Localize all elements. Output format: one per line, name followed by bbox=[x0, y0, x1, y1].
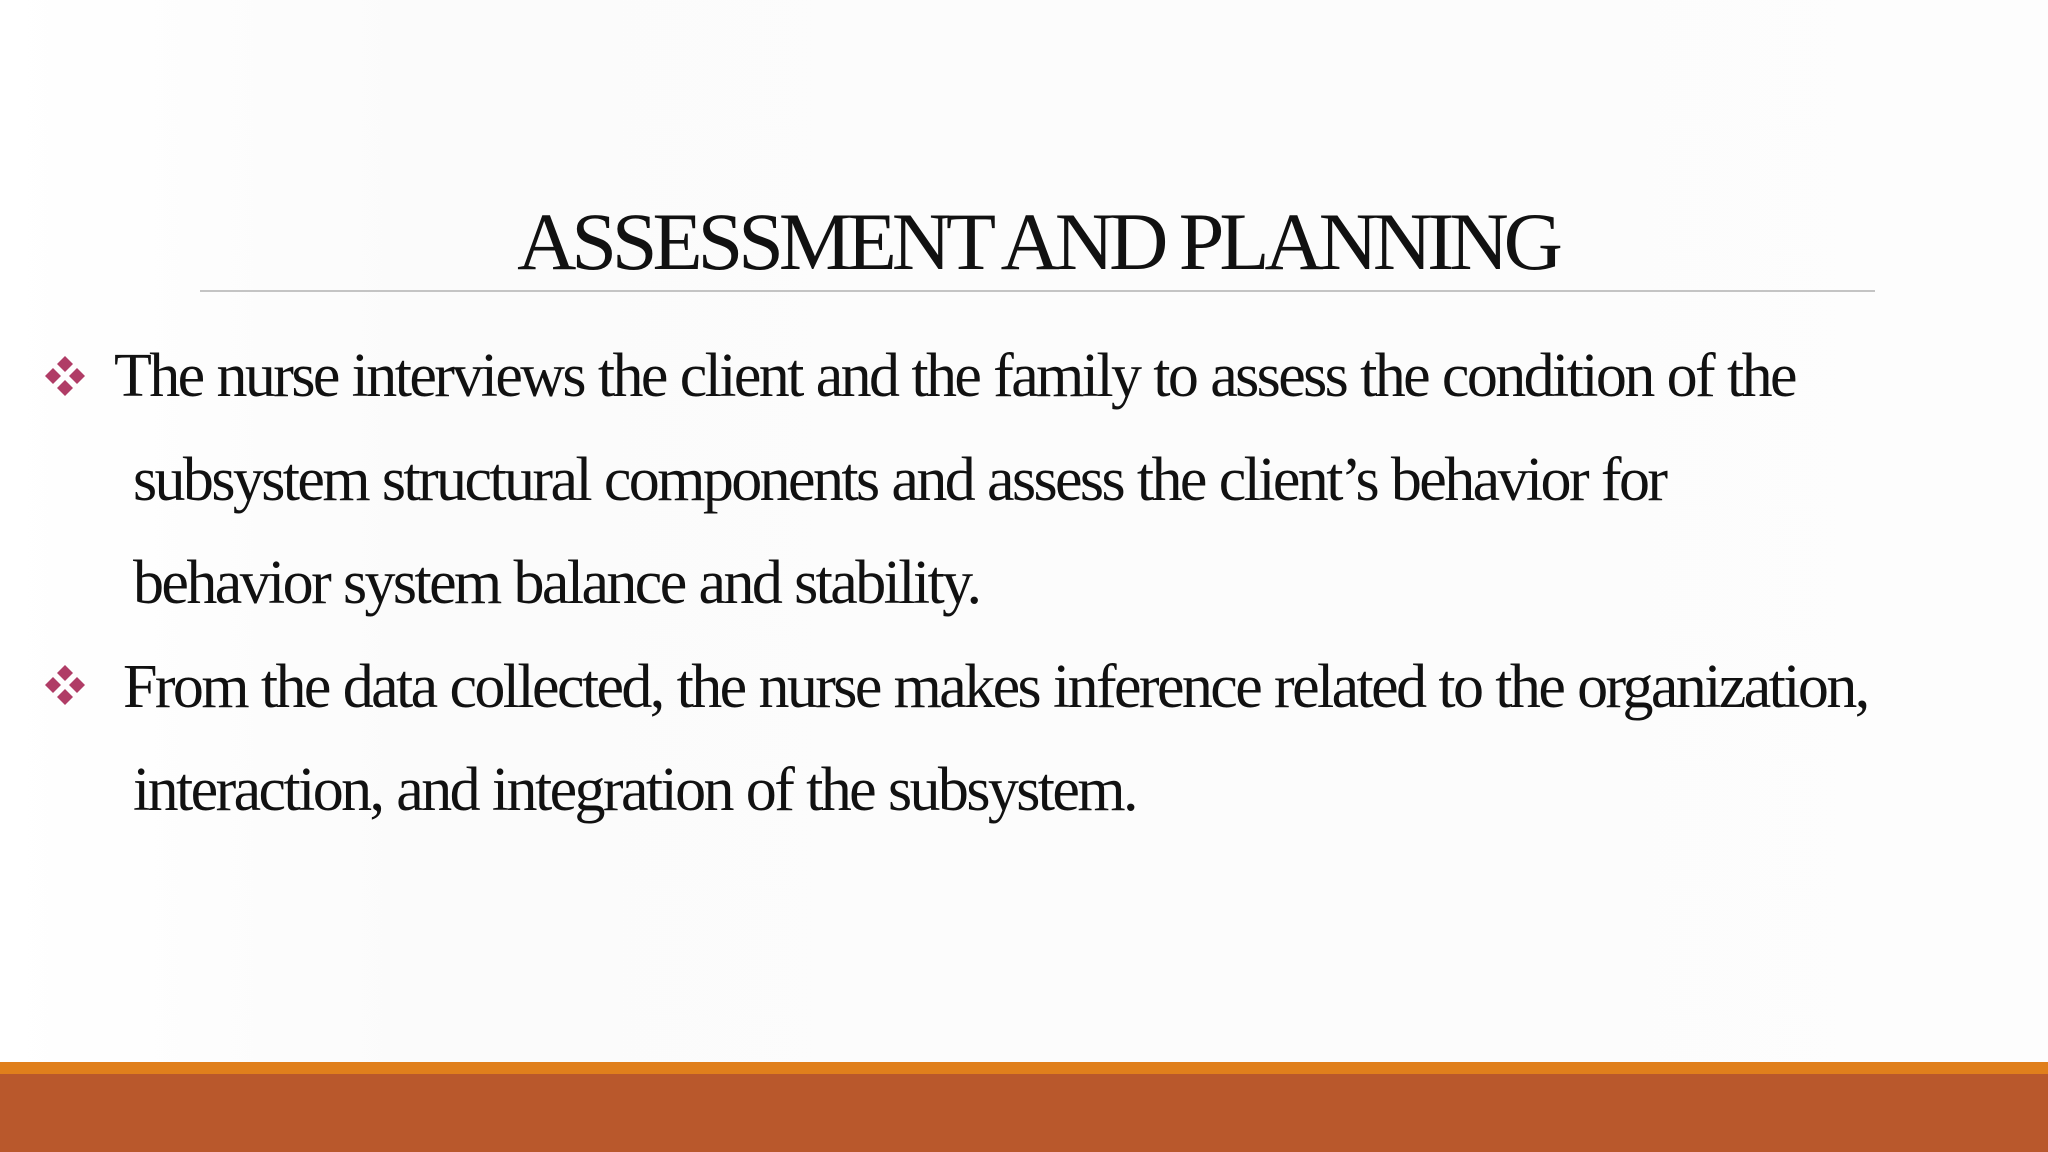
bullet-2-line-2: interaction, and integration of the subsystem. bbox=[133, 756, 1136, 824]
bullet-1-line-2: subsystem structural components and assess the client’s behavior for bbox=[133, 446, 1666, 514]
slide-title: ASSESSMENT AND PLANNING bbox=[517, 196, 1558, 287]
bullet-1-line-3: behavior system balance and stability. bbox=[133, 549, 980, 617]
footer-accent-stripe bbox=[0, 1062, 2048, 1074]
footer-bar bbox=[0, 1074, 2048, 1152]
four-diamond-bullet-icon bbox=[42, 353, 88, 399]
title-divider bbox=[200, 290, 1875, 292]
bullet-2-line-1: From the data collected, the nurse makes inference related to the organization, bbox=[123, 653, 1868, 721]
bullet-1-line-1: The nurse interviews the client and the family to assess the condition of the bbox=[114, 342, 1795, 410]
four-diamond-bullet-icon bbox=[42, 662, 88, 708]
